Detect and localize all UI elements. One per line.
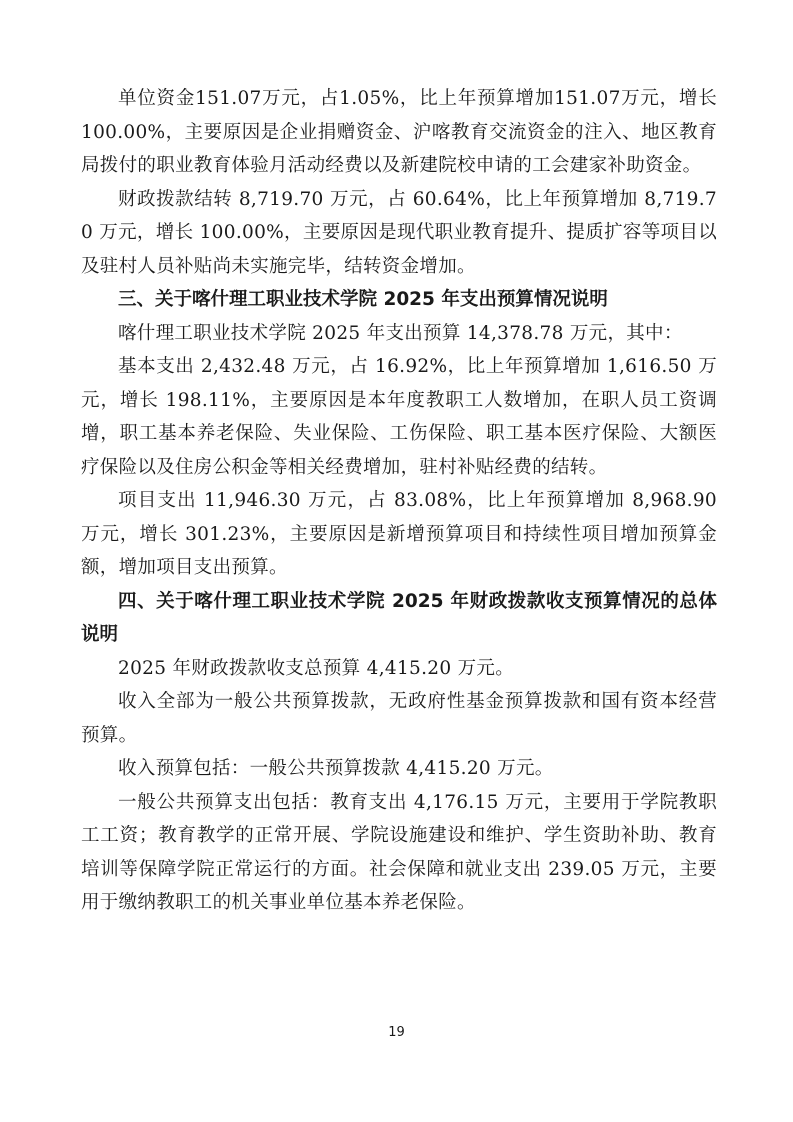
paragraph-fiscal-carryover: 财政拨款结转 8,719.70 万元，占 60.64%，比上年预算增加 8,719.70 万元，增长 100.00%，主要原因是现代职业教育提升、提质扩容等项目以及驻村人员补贴尚未实施完毕，结转资金增加。 xyxy=(81,188,717,277)
document-body xyxy=(81,82,717,920)
paragraph-project-expenditure: 项目支出 11,946.30 万元，占 83.08%，比上年预算增加 8,968.90 万元，增长 301.23%，主要原因是新增预算项目和持续性项目增加预算金额，增加项目支出预算。 xyxy=(81,490,717,578)
section-heading-expenditure: 三、关于喀什理工职业技术学院 2025 年支出预算情况说明 xyxy=(118,289,608,310)
paragraph-unit-funds: 单位资金151.07万元，占1.05%，比上年预算增加151.07万元，增长100.00%，主要原因是企业捐赠资金、沪喀教育交流资金的注入、地区教育局拨付的职业教育体验月活动经费以及新建院校申请的工会建家补助资金。 xyxy=(81,88,717,176)
paragraph-income-budget: 收入预算包括：一般公共预算拨款 4,415.20 万元。 xyxy=(118,758,554,779)
page-number: 19 xyxy=(388,1025,405,1040)
paragraph-general-public-expenditure: 一般公共预算支出包括：教育支出 4,176.15 万元，主要用于学院教职工工资；教育教学的正常开展、学院设施建设和维护、学生资助补助、教育培训等保障学院正常运行的方面。社会保障和就业支出 239.05 万元，主要用于缴纳教职工的机关事业单位基本养老保险。 xyxy=(81,791,717,913)
paragraph-expenditure-total: 喀什理工职业技术学院 2025 年支出预算 14,378.78 万元，其中： xyxy=(118,322,683,344)
paragraph-basic-expenditure: 基本支出 2,432.48 万元，占 16.92%，比上年预算增加 1,616.50 万元，增长 198.11%，主要原因是本年度教职工人数增加，在职人员工资调增，职工基本养老保险、失业保险、工伤保险、职工基本医疗保险、大额医疗保险以及住房公积金等相关经费增加，驻村补贴经费的结转。 xyxy=(81,356,717,478)
paragraph-fiscal-total: 2025 年财政拨款收支总预算 4,415.20 万元。 xyxy=(118,657,515,679)
paragraph-income-composition: 收入全部为一般公共预算拨款，无政府性基金预算拨款和国有资本经营预算。 xyxy=(81,691,717,746)
section-heading-fiscal-appropriation: 四、关于喀什理工职业技术学院 2025 年财政拨款收支预算情况的总体说明 xyxy=(81,590,717,645)
